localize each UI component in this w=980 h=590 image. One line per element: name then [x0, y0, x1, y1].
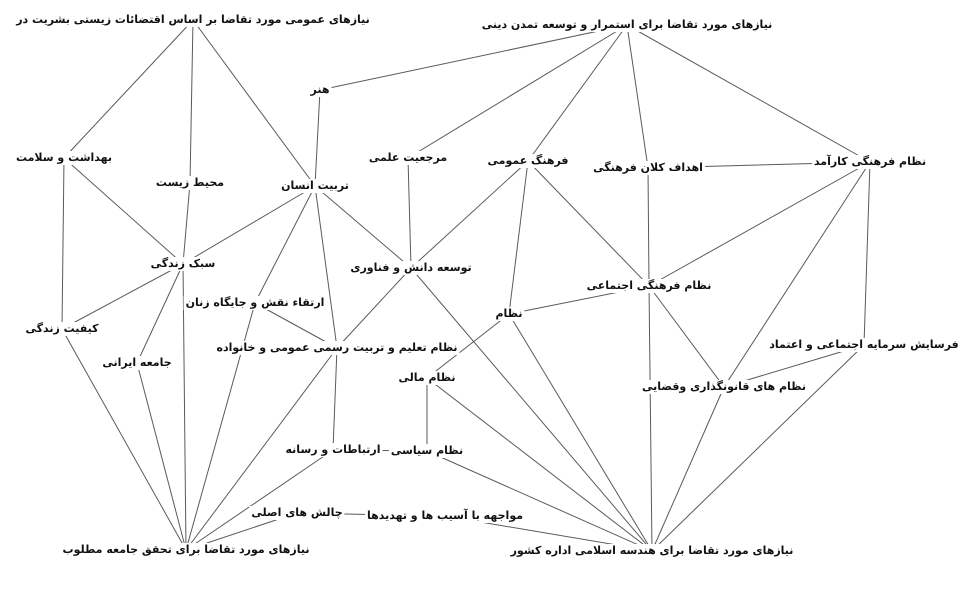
node-iranian-society: جامعه ایرانی: [102, 356, 172, 369]
edge-n_financial-n_bottom_right: [427, 378, 652, 551]
edge-n_eff_culture-n_social_capital: [864, 162, 870, 345]
node-science-technology: توسعه دانش و فناوری: [350, 261, 472, 274]
node-public-culture: فرهنگ عمومی: [487, 154, 569, 167]
edge-n_edu_human-n_sci_tech: [315, 186, 411, 268]
edge-n_pub_culture-n_sci_tech: [411, 161, 528, 268]
node-environment: محیط زیست: [155, 176, 225, 189]
edge-n_top_right-n_eff_culture: [627, 25, 870, 162]
node-health: بهداشت و سلامت: [15, 151, 113, 164]
node-scientific-reference: مرجعیت علمی: [368, 151, 448, 164]
edge-n_top_left-n_edu_human: [193, 20, 315, 186]
node-challenges: چالش های اصلی: [251, 506, 343, 519]
edge-n_lifestyle-n_quality: [62, 264, 183, 329]
edge-n_health-n_lifestyle: [64, 158, 183, 264]
edge-n_grand_goals-n_soc_culture: [648, 168, 649, 286]
node-social-culture: نظام فرهنگی اجتماعی: [586, 279, 712, 292]
node-bottom-right: نیازهای مورد تقاضا برای هندسه اسلامی اداره کشور: [510, 544, 794, 557]
edge-n_media-n_bottom_left: [186, 450, 333, 550]
node-art: هنر: [310, 83, 330, 96]
node-bottom-left: نیازهای مورد تقاضا برای تحقق جامعه مطلوب: [62, 543, 310, 556]
edge-n_health-n_quality: [62, 158, 64, 329]
edge-n_top_left-n_env: [190, 20, 193, 183]
node-top-right: نیازهای مورد تقاضا برای استمرار و توسعه تمدن دینی: [481, 18, 773, 31]
edge-n_top_right-n_sci_ref: [408, 25, 627, 158]
edge-n_eff_culture-n_soc_culture: [649, 162, 870, 286]
node-military: نظام: [495, 307, 523, 320]
edge-n_sci_tech-n_education: [337, 268, 411, 348]
edge-n_sci_ref-n_sci_tech: [408, 158, 411, 268]
node-top-left: نیازهای عمومی مورد تقاضا بر اساس اقتضائات زیستی بشریت در: [16, 13, 370, 26]
edge-n_pub_culture-n_soc_culture: [528, 161, 649, 286]
edge-n_military-n_bottom_right: [509, 314, 652, 551]
edge-n_soc_culture-n_legal: [649, 286, 724, 387]
node-legal-system: نظام های قانونگذاری وقضایی: [641, 380, 807, 393]
edge-n_art-n_edu_human: [315, 90, 320, 186]
edge-n_iran_society-n_bottom_left: [137, 363, 186, 550]
node-women: ارتقاء نقش و جایگاه زنان: [185, 296, 325, 309]
edge-n_education-n_media: [333, 348, 337, 450]
node-threats: مواجهه با آسیب ها و تهدیدها: [366, 509, 524, 522]
node-media: ارتباطات و رسانه: [285, 443, 381, 456]
edge-n_top_left-n_health: [64, 20, 193, 158]
node-human-education: تربیت انسان: [281, 179, 349, 192]
edge-n_social_capital-n_bottom_right: [652, 345, 864, 551]
node-lifestyle: سبک زندگی: [150, 257, 216, 270]
edge-n_top_right-n_grand_goals: [627, 25, 648, 168]
node-political-system: نظام سیاسی: [390, 444, 464, 457]
node-social-capital: فرسایش سرمایه اجتماعی و اعتماد: [769, 338, 959, 351]
edge-n_pub_culture-n_military: [509, 161, 528, 314]
edge-n_top_right-n_pub_culture: [528, 25, 627, 161]
edge-n_top_right-n_art: [320, 25, 627, 90]
edge-n_political-n_bottom_right: [427, 451, 652, 551]
edge-n_lifestyle-n_iran_society: [137, 264, 183, 363]
node-grand-goals: اهداف کلان فرهنگی: [593, 161, 703, 174]
node-quality-of-life: کیفیت زندگی: [25, 322, 99, 335]
node-formal-education: نظام تعلیم و تربیت رسمی عمومی و خانواده: [216, 341, 458, 354]
edge-n_soc_culture-n_bottom_right: [649, 286, 652, 551]
edge-n_env-n_lifestyle: [183, 183, 190, 264]
node-financial-system: نظام مالی: [398, 371, 456, 384]
edge-n_legal-n_bottom_right: [652, 387, 724, 551]
node-efficient-culture: نظام فرهنگی کارآمد: [813, 155, 927, 168]
edge-n_eff_culture-n_legal: [724, 162, 870, 387]
edge-n_edu_human-n_education: [315, 186, 337, 348]
